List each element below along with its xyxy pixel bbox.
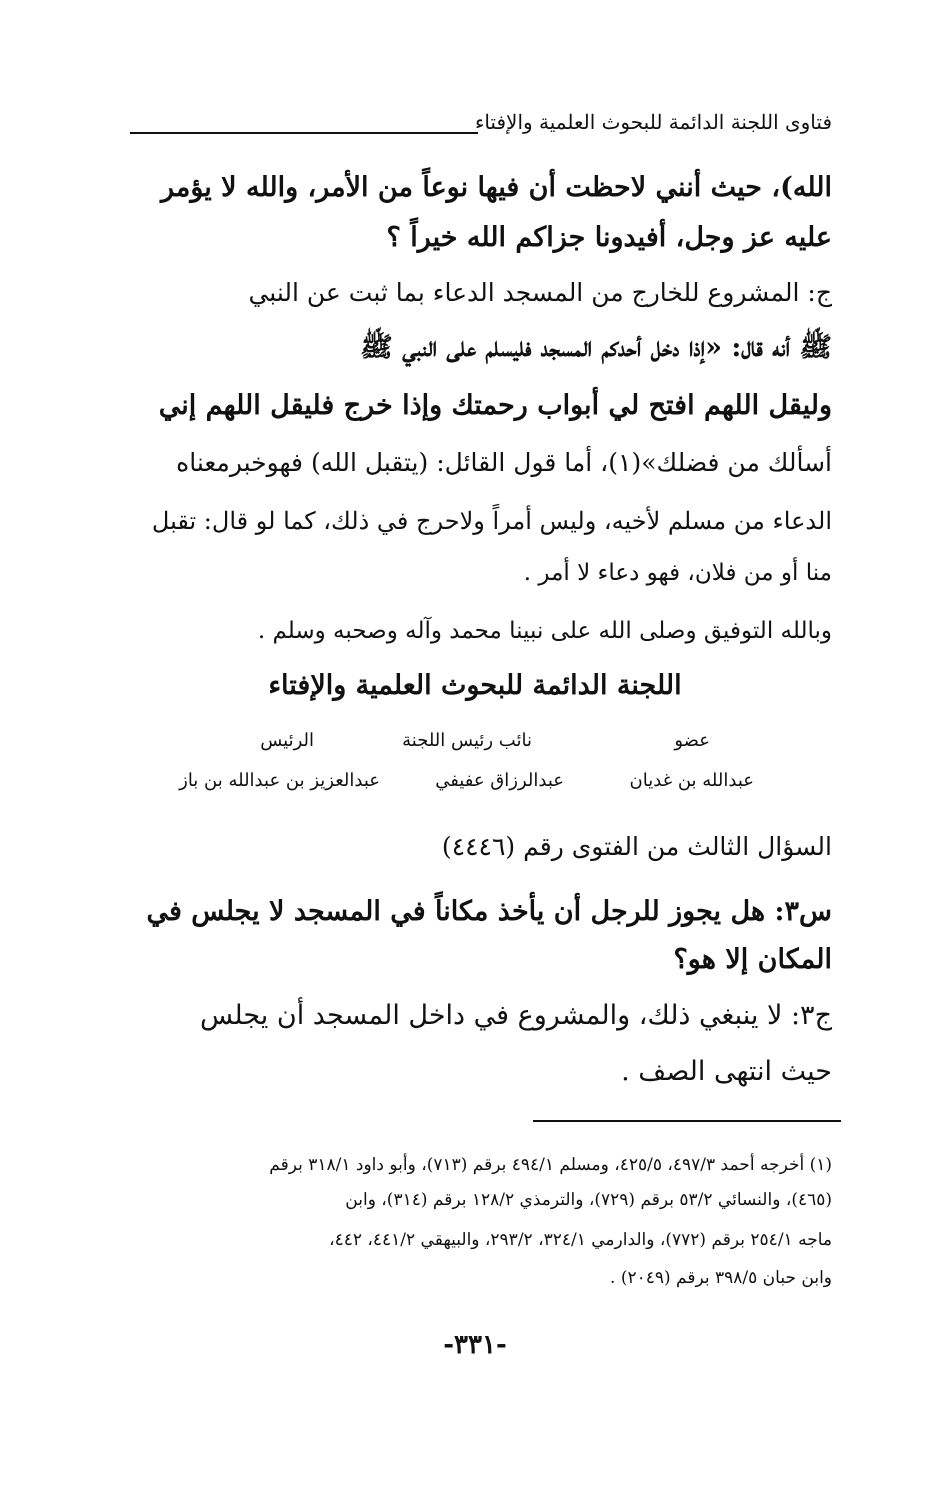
body-line: أسألك من فضلك»(١)، أما قول القائل: (يتقبل الله) فهوخبرمعناه [176,448,832,477]
name-chair: عبدالعزيز بن عبدالله بن باز [179,770,380,791]
body-line: ج: المشروع للخارج من المسجد الدعاء بما ثبت عن النبي [248,278,832,307]
body-line: منا أو من فلان، فهو دعاء لا أمر . [523,560,832,586]
committee-title: اللجنة الدائمة للبحوث العلمية والإفتاء [268,670,682,701]
page-number: -٣٣١- [443,1330,507,1360]
body-line: الدعاء من مسلم لأخيه، وليس أمراً ولاحرج في ذلك، كما لو قال: تقبل [151,507,832,535]
footnote-separator [533,1120,841,1122]
closing-line: وبالله التوفيق وصلى الله على نبينا محمد وآله وصحبه وسلم . [257,618,832,644]
answer-line: حيث انتهى الصف . [621,1056,832,1087]
running-header: فتاوى اللجنة الدائمة للبحوث العلمية والإفتاء [474,110,832,134]
fatwa-reference: السؤال الثالث من الفتوى رقم (٤٤٤٦) [441,832,832,861]
footnote-line: (٤٦٥)، والنسائي ٥٣/٢ برقم (٧٢٩)، والترمذي ١٢٨/٢ برقم (٣١٤)، وابن [345,1190,832,1210]
name-member: عبدالله بن غديان [629,770,754,791]
footnote-line: (١) أخرجه أحمد ٤٩٧/٣، ٤٢٥/٥، ومسلم ٤٩٤/١ برقم (٧١٣)، وأبو داود ٣١٨/١ برقم [269,1155,832,1175]
body-line: عليه عز وجل، أفيدونا جزاكم الله خيراً ؟ [386,222,832,253]
answer-line: ج٣: لا ينبغي ذلك، والمشروع في داخل المسجد أن يجلس [200,1000,832,1031]
footnote-line: ماجه ٢٥٤/١ برقم (٧٧٢)، والدارمي ٣٢٤/١، ٢٩٣/٢، والبيهقي ٤٤١/٢، ٤٤٢، [329,1230,832,1250]
role-deputy: نائب رئيس اللجنة [402,730,532,751]
question-line: س٣: هل يجوز للرجل أن يأخذ مكاناً في المسجد لا يجلس في [146,896,832,927]
body-line: ﷺ أنه قال: «إذا دخل أحدكم المسجد فليسلم على النبي ﷺ [360,332,832,363]
body-line: الله)، حيث أنني لاحظت أن فيها نوعاً من الأمر، والله لا يؤمر [160,172,832,203]
name-deputy: عبدالرزاق عفيفي [435,770,564,791]
role-member: عضو [674,730,710,751]
footnote-line: وابن حبان ٣٩٨/٥ برقم (٢٠٤٩) . [610,1268,832,1288]
body-line: وليقل اللهم افتح لي أبواب رحمتك وإذا خرج فليقل اللهم إني [158,390,832,421]
header-rule [130,132,478,134]
role-chair: الرئيس [260,730,314,751]
question-line: المكان إلا هو؟ [673,944,832,975]
